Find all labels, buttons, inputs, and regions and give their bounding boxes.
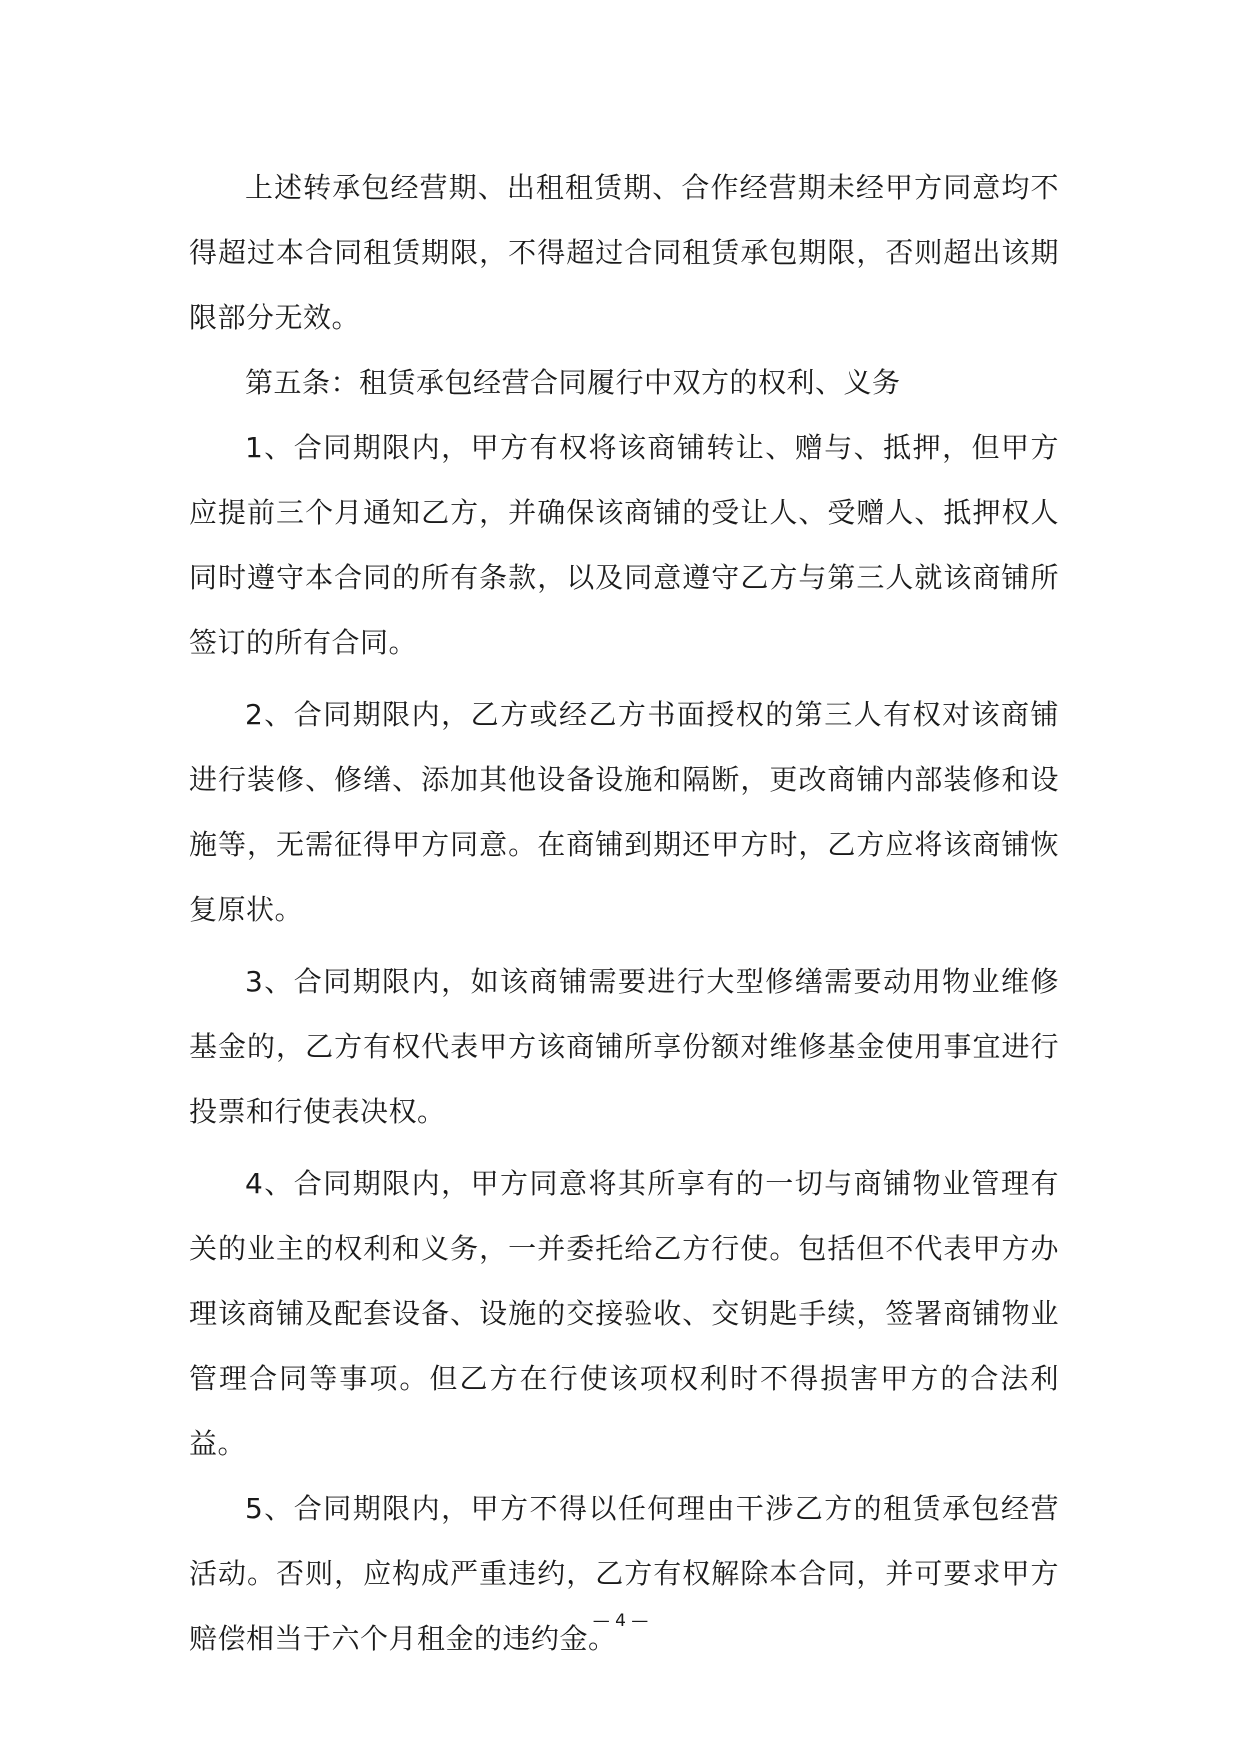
clause-4: 4、合同期限内，甲方同意将其所享有的一切与商铺物业管理有关的业主的权利和义务，一并委托给乙方行使。包括但不代表甲方办理该商铺及配套设备、设施的交接验收、交钥匙手续，签署商铺物业管理合同等事项。但乙方在行使该项权利时不得损害甲方的合法利益。 (189, 1167, 1059, 1460)
page-number: — 4 — (592, 1611, 649, 1631)
document-body (189, 155, 1059, 1671)
clause-2: 2、合同期限内，乙方或经乙方书面授权的第三人有权对该商铺进行装修、修缮、添加其他设备设施和隔断，更改商铺内部装修和设施等，无需征得甲方同意。在商铺到期还甲方时，乙方应将该商铺恢复原状。 (189, 698, 1059, 926)
clause-5: 5、合同期限内，甲方不得以任何理由干涉乙方的租赁承包经营活动。否则，应构成严重违约，乙方有权解除本合同，并可要求甲方赔偿相当于六个月租金的违约金。 (189, 1492, 1059, 1655)
clause-3: 3、合同期限内，如该商铺需要进行大型修缮需要动用物业维修基金的，乙方有权代表甲方该商铺所享份额对维修基金使用事宜进行投票和行使表决权。 (189, 965, 1059, 1128)
clause-1: 1、合同期限内，甲方有权将该商铺转让、赠与、抵押，但甲方应提前三个月通知乙方，并确保该商铺的受让人、受赠人、抵押权人同时遵守本合同的所有条款，以及同意遵守乙方与第三人就该商铺所签订的所有合同。 (189, 431, 1059, 659)
section-heading-article-5: 第五条：租赁承包经营合同履行中双方的权利、义务 (245, 366, 901, 399)
paragraph-term-limit: 上述转承包经营期、出租租赁期、合作经营期未经甲方同意均不得超过本合同租赁期限，不得超过合同租赁承包期限，否则超出该期限部分无效。 (189, 171, 1059, 334)
